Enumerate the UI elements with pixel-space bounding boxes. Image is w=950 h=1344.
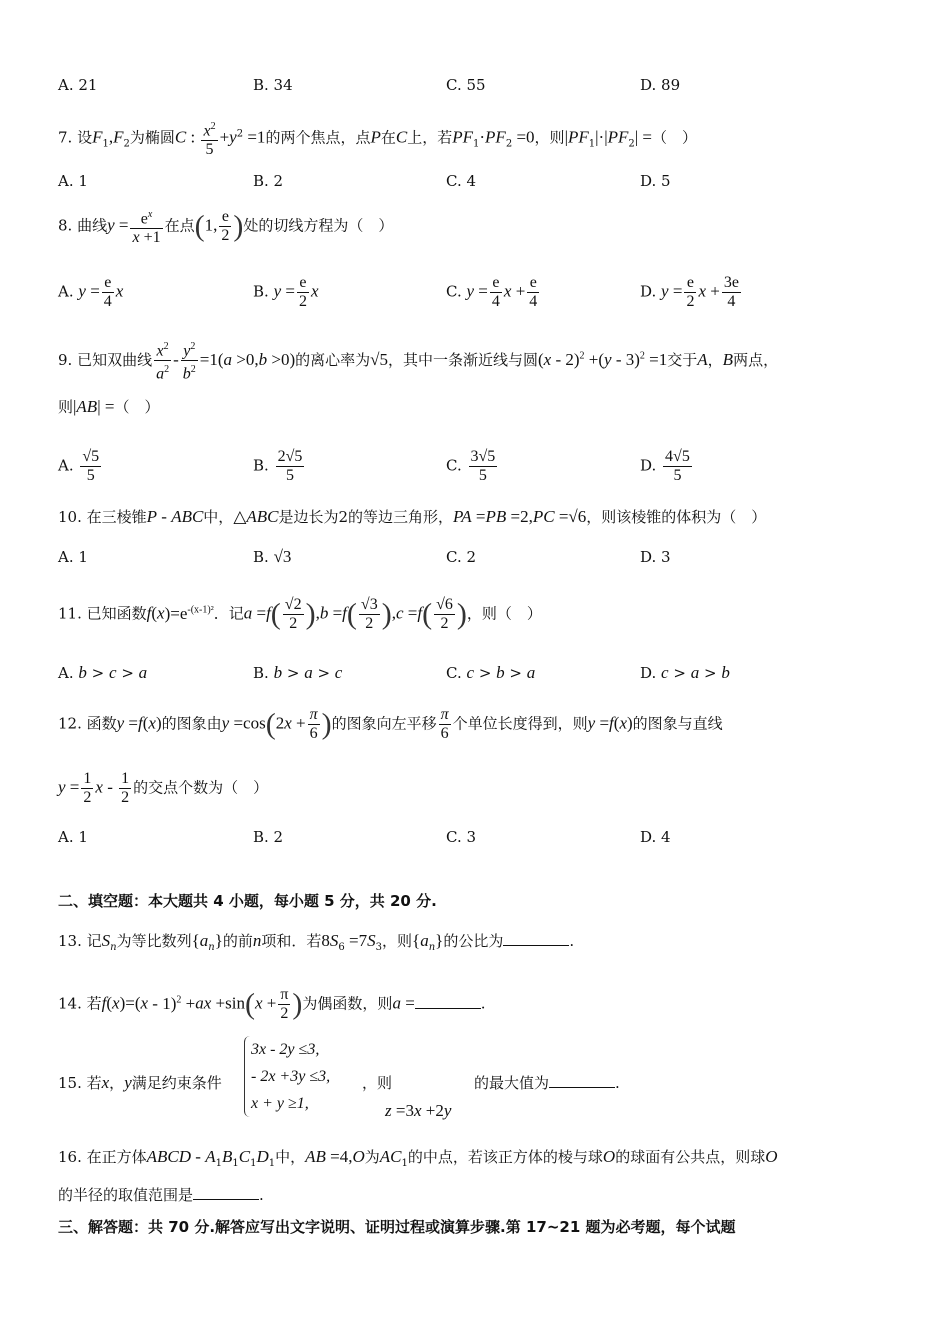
q9-option-d: D. $\frac{4√5}{5}$ (640, 448, 690, 484)
question-9-line2: 则|AB| =（ ） (58, 397, 160, 416)
q8-option-c: C. y = $\frac{e}{4}$ x + $\frac{e}{4}$ (446, 274, 538, 310)
q9-option-c: C. $\frac{3√5}{5}$ (446, 448, 496, 484)
q12-option-a: A. 1 (58, 828, 88, 846)
q6-option-c: C. 55 (446, 76, 486, 94)
q7-option-c: C. 4 (446, 172, 477, 190)
q12-option-b: B. 2 (253, 828, 284, 846)
question-11: 11. 已知函数$f(x)=e^{-(x-1)^2}$．记a =f( $\frac{√2}{2}$ ),b =f( $\frac{√3}{2}$ ),c =f( $\frac{√6}{2}$ )，则（ ） (58, 596, 542, 632)
q8-option-d: D. y = $\frac{e}{2}$ x + $\frac{3e}{4}$ (640, 274, 739, 310)
q11-option-a: A. b > c > a (58, 663, 148, 682)
q6-option-b: B. 34 (253, 76, 293, 94)
section-2-heading: 二、填空题：本大题共 4 小题，每小题 5 分，共 20 分. (58, 892, 437, 910)
question-10: 10. 在三棱锥P - ABC中，△ABC是边长为2的等边三角形，PA =PB =2,PC =√6，则该棱锥的体积为（ ） (58, 507, 767, 526)
section-3-heading: 三、解答题：共 70 分.解答应写出文字说明、证明过程或演算步骤.第 17~21 题为必考题，每个试题 (58, 1218, 736, 1236)
q6-option-d: D. 89 (640, 76, 681, 94)
q10-option-c: C. 2 (446, 548, 477, 566)
question-13: 13. 记$S_n$为等比数列$\{a_n\}$的前n项和．若$8S_6 =7S_3$，则$\{a_n\}$的公比为 . (58, 931, 575, 953)
q11-option-d: D. c > a > b (640, 663, 730, 682)
q16-answer-blank (193, 1185, 259, 1200)
question-7: 7. 设$F_1,F_2$为椭圆C : $\frac{x^2}{5}$ $+y^2 =1$的两个焦点，点P在C上，若$PF_1\cdot PF_2 =0$，则$|PF_1|\cdot|PF_2|$ =（ ） (58, 118, 697, 159)
question-8: 8. 曲线y = $\frac{e^x}{x +1}$ 在点(1, $\frac{e}{2}$ )处的切线方程为（ ） (58, 206, 393, 247)
question-14: 14. 若f(x)=(x - 1)$^2$ +ax +sin(x + $\frac{\pi}{2}$ )为偶函数，则a = . (58, 986, 486, 1022)
q14-answer-blank (415, 994, 481, 1009)
q11-option-b: B. b > a > c (253, 663, 343, 682)
q15-answer-blank (549, 1073, 615, 1088)
question-15: 15. 若x，y满足约束条件 (58, 1073, 222, 1092)
question-12: 12. 函数y =f(x)的图象由y =cos(2x + $\frac{\pi}{6}$ )的图象向左平移 $\frac{\pi}{6}$ 个单位长度得到，则y =f(x)的图象与直线 (58, 706, 723, 742)
q7-option-b: B. 2 (253, 172, 284, 190)
q12-option-c: C. 3 (446, 828, 477, 846)
q7-option-d: D. 5 (640, 172, 671, 190)
q15-answer: 的最大值为 . (474, 1074, 620, 1092)
q7-option-a: A. 1 (58, 172, 88, 190)
q12-option-d: D. 4 (640, 828, 671, 846)
q9-option-a: A. $\frac{√5}{5}$ (58, 448, 100, 484)
q8-option-a: A. y = $\frac{e}{4}$ x (58, 274, 124, 310)
q11-option-c: C. c > b > a (446, 663, 536, 682)
q8-option-b: B. y = $\frac{e}{2}$ x (253, 274, 319, 310)
q10-option-d: D. 3 (640, 548, 671, 566)
question-16-line2: 的半径的取值范围是 . (58, 1186, 264, 1204)
q15-constraint-system: 3x - 2y ≤3, - 2x +3y ≤3, x + y ≥1, (244, 1036, 330, 1117)
q15-objective: z =3x +2y (385, 1101, 452, 1120)
question-9: 9. 已知双曲线 $\frac{x^2}{a^2}$ - $\frac{y^2}{b^2}$ =1(a >0,b >0)的离心率为√5，其中一条渐近线与圆(x - 2)$^2$ +(y - 3)$^2$ =1交于A，B两点， (58, 338, 778, 384)
q9-option-b: B. $\frac{2√5}{5}$ (253, 448, 303, 484)
question-16: 16. 在正方体ABCD - $A_1B_1C_1D_1$中，AB =4,O为$AC_1$的中点，若该正方体的棱与球O的球面有公共点，则球O (58, 1147, 778, 1169)
question-12-line2: y = $\frac{1}{2}$ x - $\frac{1}{2}$ 的交点个数为（ ） (58, 770, 269, 806)
q13-answer-blank (503, 931, 569, 946)
q6-option-a: A. 21 (58, 76, 98, 94)
q15-tail: ，则 (362, 1074, 393, 1092)
q10-option-b: B. √3 (253, 547, 292, 566)
q10-option-a: A. 1 (58, 548, 88, 566)
